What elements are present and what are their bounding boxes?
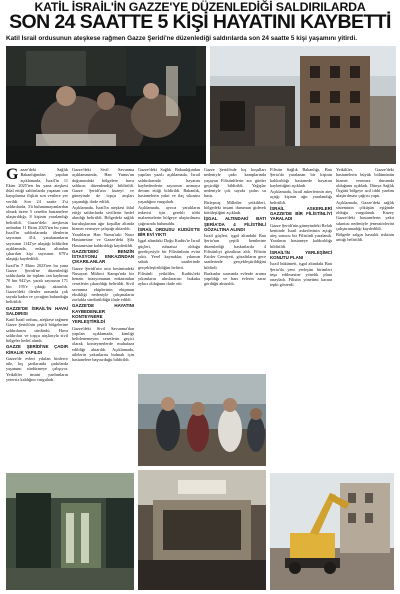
column-1-paragraph-4: Gazze'de evleri yıkılan binlerce aile, kış şartlarında çadırlarda yaşamını sürdürmeye çalışıyor. Yetkililer insani yardımların yetersiz kaldığını vurguladı.: [6, 355, 68, 382]
column-1-paragraph-3: Katil İsrail ordusu, ateşkese rağmen Gazze Şeridi'nin çeşitli bölgelerine saldırılarını sürdürdü. Hava saldırıları ve topçu atışlarıyla sivil bölgeler hedef alındı.: [6, 317, 68, 344]
article-column-6: [336, 167, 394, 467]
column-2-paragraph-1: Gazze'deki Sivil Savunma açıklamasında, Han Yunus'un doğusundaki bölgelere hava saldırısı düzenlendiği bildirildi. Gazze Şeridi'nin kuzeyi ve güneyinde de topçu atışları yaşandığı ifade edildi.: [72, 167, 134, 204]
column-4-paragraph-2: Birleşmiş Milletler yetkilileri, bölgedeki insani durumun giderek kötüleştiğini açıkladı.: [204, 199, 266, 215]
photo-bottom-left: [6, 473, 134, 590]
column-1-subheading-2: GAZZE ŞERİDİ'NE ÇADIR KİRALIK YAPILDI: [6, 344, 68, 355]
article-column-2: [72, 167, 134, 471]
column-3-paragraph-2: Açıklamada, ayrıca yaralıların tedavisi için gerekli tıbbi malzemelerin bölgeye ulaştırılması çağrısında bulunuldu.: [138, 204, 200, 226]
drop-cap: G: [6, 167, 19, 183]
column-3-paragraph-1: Gazze'deki Sağlık Bakanlığından yapılan yazılı açıklamada, İsrail saldırılarında hayatını kaybedenlerin sayısının artmaya devam ettiği bildirildi. Bakanlık, hastanelerin yakıt ve ilaç sıkıntısı yaşadığını vurguladı.: [138, 167, 200, 204]
column-1-paragraph-1: azze'deki Sağlık Bakanlığından yapılan açıklamada, İsrail'in 11 Ekim 2025'ten bu yana ateşkesi ihlal ettiği saldırılarda yaşanan can kayıplarına ilişkin son verilere yer verildi. Son 24 saatte 2'si saldırılarda, 3'ü bulunamayanlardan olmak üzere 5 cesedin hastanelere ulaştırıldığı, 8 kişinin yaralandığı belirtildi. Gazze'deki ateşkesin ardından 11 Ekim 2025'ten bu yana İsrail'in saldırılarında ölenlerin sayısının 414, yaralananların sayısının 1142'ye ulaştığı bildirilen açıklamada, enkaz altından çıkarılan kişi sayısının 679'a ulaştığı kaydedildi.: [6, 167, 68, 262]
article-column-1: [6, 167, 68, 471]
column-6-paragraph-1: Yetkililer, Gazze'deki hastanelerin büyük bölümünün hizmet veremez durumda olduğunu açıkladı. Dünya Sağlık Örgütü bölgeye acil tıbbi yardım ulaştırılması çağrısı yaptı.: [336, 167, 394, 199]
photo-top-right: [210, 46, 396, 164]
column-2-subheading-2: GAZZE'DE HAYATINI KAYBEDENLER KONTEYNERE YERLEŞTİRİLDİ: [72, 303, 134, 325]
column-5-paragraph-1: Filistin Sağlık Bakanlığı, Batı Şeria'da yaralanan bir kişinin kaldırıldığı hastanede hayatını kaybettiğini açıkladı.: [270, 167, 332, 188]
photo-bottom-right: [270, 473, 394, 590]
article-column-3: [138, 167, 200, 371]
article-column-5: [270, 167, 332, 381]
column-2-paragraph-3: Yaralıların Han Yunus'taki Nasır Hastanesine ve Gazze'deki Şifa Hastanesine kaldırıldığı kaydedildi.: [72, 232, 134, 248]
column-6-paragraph-3: Bölgede salgın hastalık riskinin arttığı belirtildi.: [336, 232, 394, 243]
article-column-4: [204, 167, 266, 381]
column-6-paragraph-2: Açıklamada, Gazze'deki sağlık sisteminin çöküşün eşiğinde olduğu vurgulandı. Kuzey Gazze'deki hastanelerin yakıt sıkıntısı nedeniyle jeneratörlerini çalıştıramadığı kaydedildi.: [336, 199, 394, 231]
column-5-paragraph-3: Gazze Şeridi'nin güneyindeki Refah kentinde İsrail askerlerinin açtığı ateş sonucu bir Filistinli yaralandı. Yaralının hastaneye kaldırıldığı bildirildi.: [270, 222, 332, 249]
column-4-paragraph-3: İsrail güçleri, işgal altındaki Batı Şeria'nın çeşitli kentlerine düzenlediği baskınlarda 4 Filistinliyi gözaltına aldı. Filistin Esirler Cemiyeti, gözaltıların gece saatlerinde gerçekleştirildiğini bildirdi.: [204, 233, 266, 270]
column-3-paragraph-4: Filistinli yetkililer, Kudüs'teki yıkımların uluslararası hukuka aykırı olduğunu ifade etti.: [138, 270, 200, 287]
column-4-paragraph-1: Gazze Şeridi'nde kış koşulları nedeniyle çadır kamplarında yaşayan Filistinlilerin zor günler geçirdiği bildirildi. Yağışlar nedeniyle çok sayıda çadırı su bastı.: [204, 167, 266, 199]
column-1-paragraph-2: İsrail'in 7 Ekim 2023'ten bu yana Gazze Şeridi'ne düzenlediği saldırılarda ise toplam can kaybının 70 bin 942'ye, yaralı sayısının 171 bin 195'e çıktığı aktarıldı. Gazze'deki ölenler arasında çok sayıda kadın ve çocuğun bulunduğu belirtildi.: [6, 262, 68, 305]
photo-bottom-center: [138, 470, 266, 590]
headline-line-1: KATİL İSRAİL'İN GAZZE'YE DÜZENLEDİĞİ SALDIRILARDA: [34, 0, 366, 14]
column-5-paragraph-4: İsrail hükümeti, işgal altındaki Batı Şeria'da yeni yerleşim birimleri inşa edilmesine yönelik planı onayladı. Filistin yönetimi karara tepki gösterdi.: [270, 261, 332, 288]
column-2-paragraph-4: Gazze Şeridi'nin orta kesimindeki Nusayrat Mülteci Kampı'nda bir benzin istasyonunun enkazından cesetlerin çıkarıldığı belirtildi. Sivil savunma ekiplerinin ekipman eksikliği nedeniyle çalışmaların zorlukla sürdürüldüğü ifade edildi.: [72, 265, 134, 303]
photo-top-left: [6, 46, 206, 164]
column-3-paragraph-3: İşgal altındaki Doğu Kudüs'te İsrail güçleri, ruhsatsız olduğu gerekçesiyle bir Filistinlinin evini yıktı. Yerel kaynaklar, yıkımın sabah saatlerinde gerçekleştirildiğini belirtti.: [138, 238, 200, 270]
column-2-paragraph-5: Gazze'deki Sivil Savunma'dan yapılan açıklamada, kimliği belirlenemeyen cesetlerin geçici olarak konteynerlerde muhafaza edildiği aktarıldı. Açıklamada, ailelerin yakınlarını bulmak için hastanelere başvurduğu bildirildi.: [72, 325, 134, 363]
column-5-paragraph-2: Açıklamada, İsrail askerlerinin ateş açtığı kişinin ağır yaralandığı belirtildi.: [270, 189, 332, 205]
column-1-subheading-1: GAZZE'DE İSRAİL'İN HAVAİ SALDIRISI: [6, 305, 68, 316]
column-4-subheading-1: İŞGAL ALTINDAKİ BATI ŞERİA'DA 4 FİLİSTİNLİ GÖZALTINA ALINDI: [204, 216, 266, 232]
column-5-subheading-1: İSRAİL ASKERLERİ GAZZE'DE BİR FİLİSTİNLİYİ YARALADI: [270, 205, 332, 222]
headline-line-2: SON 24 SAATTE 5 KİŞİ HAYATINI KAYBETTİ: [9, 11, 391, 33]
column-5-subheading-2: İSRAİL'İN YERLEŞİMCİ KONUTU PLANI: [270, 249, 332, 261]
lead-paragraph: Katil İsrail ordusunun ateşkese rağmen Gazze Şeridi'ne düzenlediği saldırılarda son 24 saatte 5 kişi yaşamını yitirdi.: [6, 35, 358, 42]
column-2-subheading-1: GAZZE'DEKİ BENZİN İSTASYONU ENKAZINDAN ÇIKARILANLAR: [72, 248, 134, 265]
column-4-paragraph-4: Baskınlar sırasında evlerde arama yapıldığı ve bazı evlerin zarar gördüğü aktarıldı.: [204, 270, 266, 287]
column-3-subheading-1: İSRAİL ORDUSU KUDÜS'TE BİR EVİ YIKTI: [138, 226, 200, 238]
column-2-paragraph-2: Açıklamada, İsrail'in ateşkesi ihlal ettiği saldırılarda sivillerin hedef alındığı belirtildi. Bölgedeki sağlık kuruluşlarının ağır koşullar altında hizmet vermeye çalıştığı aktarıldı.: [72, 204, 134, 231]
photo-scene-crowd: [138, 374, 266, 466]
